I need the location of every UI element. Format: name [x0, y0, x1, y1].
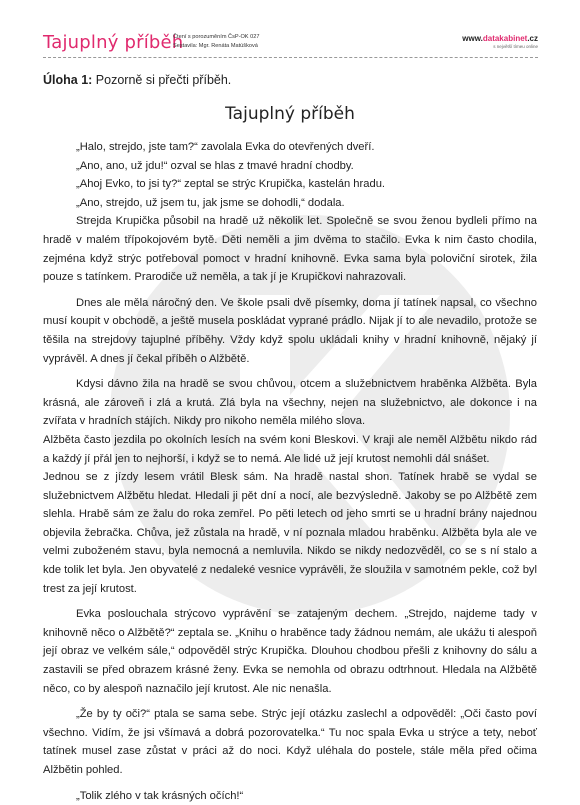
- story-paragraph: Evka poslouchala strýcovo vyprávění se zatajeným dechem. „Strejdo, najdeme tady v knihovně něco o Alžbětě?“ zeptala se. „Knihu o hraběnce tady žádnou nemám, ale ukážu ti alespoň její obraz ve velkém sále,“ odpověděl strýc Krupička. Dlouhou chodbou přešli z knihovny do sálu a zastavili se před obrazem krásné ženy. Evka se nemohla od obrazu odtrhnout. Hledala na Alžbětě něco, co by alespoň naznačilo její krutost. Ale nic nenašla.: [43, 608, 537, 695]
- header-divider: [43, 57, 538, 58]
- task-instruction: [43, 73, 231, 87]
- task-text: Pozorně si přečti příběh.: [92, 73, 232, 87]
- site-tagline: s největší tímeu online: [493, 44, 538, 49]
- task-label: Úloha 1:: [43, 73, 93, 87]
- story-paragraph: „Že by ty oči?“ ptala se sama sebe. Strýc její otázku zaslechl a odpověděl: „Oči často poví všechno. Vidím, že jsi všímavá a dobrá pozorovatelka.“ Tu noc spala Evka u strýce a tety, neboť tatínek musel zase zůstat v práci až do noci. Když uléhala do postele, stále měla před očima Alžbětin pohled.: [43, 708, 537, 776]
- story-paragraph: „Tolik zlého v tak krásných očích!“: [76, 789, 244, 802]
- site-name: datakabinet: [482, 34, 528, 43]
- story-paragraph: Jednou se z jízdy lesem vrátil Blesk sám. Na hradě nastal shon. Tatínek hrabě se vydal se služebnictvem Alžbětu hledat. Hledali ji pět dní a nocí, ale bezvýsledně. Jakoby se po Alžbětě zem slehla. Hrabě sám ze žalu do roka zemřel. Po pěti letech od jeho smrti se u hradní brány najednou objevila žebračka. Chůva, jež zůstala na hradě, v ní poznala mladou hraběnku. Alžběta byla ale ve velmi zuboženém stavu, byla nemocná a nemluvila. Nikdo se nikdy nedozvěděl, co se s ní stalo a kde tolik let byla. Jen obyvatelé z nedaleké vesnice vyprávěli, že sloužila v samotném pekle, což byl trest za její krutost.: [43, 471, 537, 595]
- site-prefix: www.: [462, 34, 483, 43]
- story-paragraph: Alžběta často jezdila po okolních lesích na svém koni Bleskovi. V kraji ale neměl Alžbětu nikdo rád a každý jí přál jen to nejhorší, i když se to nemá. Ale lidé už její krutost nemohli dál snášet.: [43, 433, 537, 465]
- story-paragraph: „Ahoj Evko, to jsi ty?“ zeptal se strýc Krupička, kastelán hradu.: [76, 178, 386, 191]
- story-paragraph: „Ano, ano, už jdu!“ ozval se hlas z tmavé hradní chodby.: [76, 159, 354, 172]
- site-logo: [462, 34, 538, 49]
- worksheet-meta: [173, 33, 259, 51]
- story-paragraph: Strejda Krupička působil na hradě už několik let. Společně se svou ženou bydleli přímo na hradě v malém třípokojovém bytě. Děti neměli a jim dvěma to stačilo. Evka k nim často chodila, zejména když strýc potřeboval pomoct v hradní knihovně. Evka sama byla poloviční sirotek, žila pouze s tatínkem. Prarodiče už neměla, a tak jí je Krupičkovi nahrazovali.: [43, 215, 537, 284]
- meta-line-1: Čtení s porozuměním ČsP-OK 027: [173, 34, 260, 40]
- story-body: [43, 138, 537, 805]
- brand-title: Tajuplný příběh: [43, 32, 184, 53]
- story-title: Tajuplný příběh: [225, 104, 355, 124]
- story-paragraph: „Ano, strejdo, už jsem tu, jak jsme se dohodli,“ dodala.: [76, 196, 345, 209]
- story-paragraph: Kdysi dávno žila na hradě se svou chůvou, otcem a služebnictvem hraběnka Alžběta. Byla krásná, ale zároveň i zlá a krutá. Zlá byla na všechny, nejen na služebnictvo, ale dokonce i na zvířata v hradních stájích. Nikdy pro nikoho neměla milého slova.: [43, 378, 537, 428]
- story-paragraph: Dnes ale měla náročný den. Ve škole psali dvě písemky, doma jí tatínek napsal, co všechno musí koupit v obchodě, a ještě musela poskládat vyprané prádlo. Nijak jí to ale nevadilo, protože se těšila na strejdovy tajuplné příběhy. Vždy když spolu ukládali knihy v hradní knihovně, nějaký jí vyprávěl. A dnes jí čekal příběh o Alžbětě.: [43, 296, 537, 365]
- meta-line-2: Sestavila: Mgr. Renáta Matúšková: [173, 43, 258, 49]
- worksheet-header: [0, 0, 580, 62]
- site-suffix: .cz: [527, 34, 538, 43]
- story-paragraph: „Halo, strejdo, jste tam?“ zavolala Evka do otevřených dveří.: [76, 141, 375, 153]
